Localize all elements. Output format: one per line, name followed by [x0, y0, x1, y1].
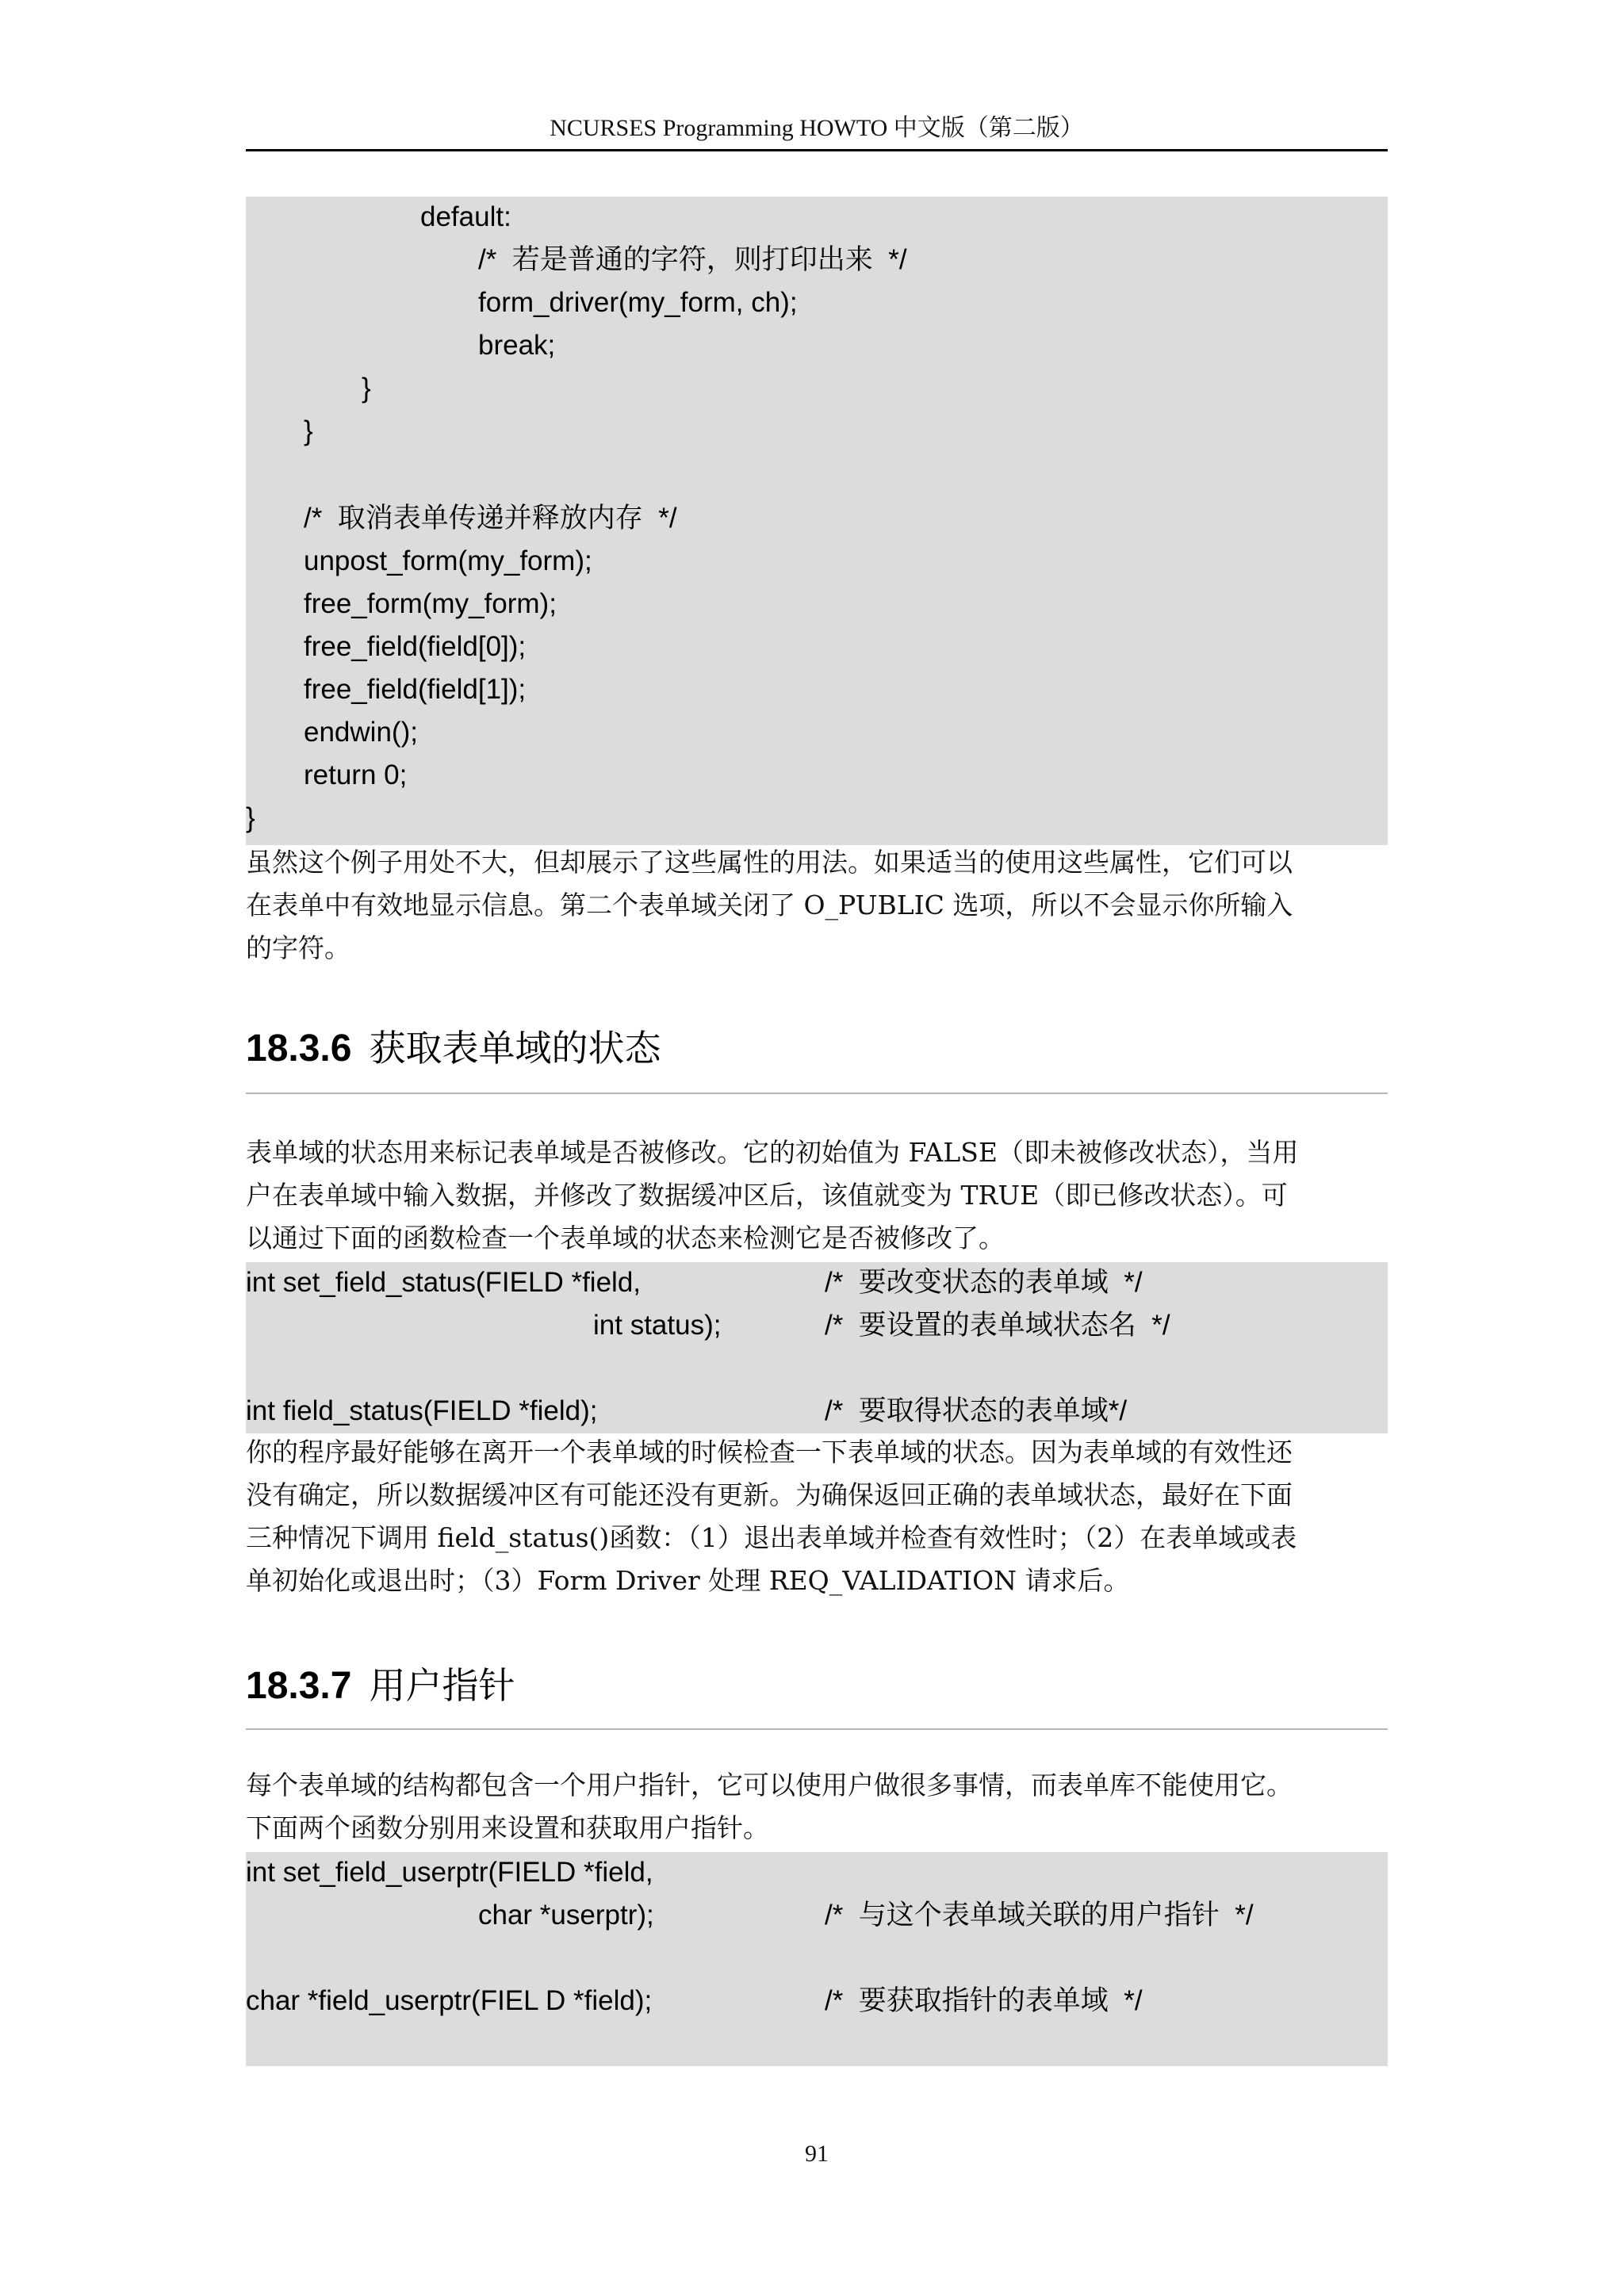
section-rule: [246, 1728, 1388, 1730]
section-number: 18.3.6: [246, 1027, 352, 1070]
paragraph-line: 没有确定，所以数据缓冲区有可能还没有更新。为确保返回正确的表单域状态，最好在下面: [246, 1479, 1293, 1510]
code-line: }: [304, 415, 313, 446]
paragraph-line: 下面两个函数分别用来设置和获取用户指针。: [246, 1812, 769, 1843]
code-line: /* 要设置的表单域状态名 */: [825, 1310, 1170, 1341]
code-line: free_field(field[1]);: [304, 674, 527, 705]
paragraph-line: 表单域的状态用来标记表单域是否被修改。它的初始值为 FALSE（即未被修改状态），当用: [246, 1137, 1299, 1168]
code-line: /* 要取得状态的表单域*/: [825, 1395, 1128, 1426]
code-line: break;: [478, 330, 556, 361]
code-line: /* 与这个表单域关联的用户指针 */: [825, 1900, 1254, 1931]
code-block-1: [246, 197, 1388, 845]
code-line: /* 要改变状态的表单域 */: [825, 1267, 1143, 1298]
page-number: 91: [805, 2141, 829, 2167]
paragraph-line: 每个表单域的结构都包含一个用户指针，它可以使用户做很多事情，而表单库不能使用它。: [246, 1770, 1293, 1800]
paragraph-line: 单初始化或退出时；（3）Form Driver 处理 REQ_VALIDATION 请求后。: [246, 1565, 1130, 1596]
section-title: 用户指针: [369, 1664, 515, 1707]
code-line: /* 要获取指针的表单域 */: [825, 1985, 1143, 2016]
code-line: int status);: [593, 1310, 722, 1341]
code-line: int set_field_userptr(FIELD *field,: [246, 1857, 653, 1888]
code-line: default:: [420, 201, 511, 232]
paragraph-3: [246, 1435, 1388, 1606]
code-line: }: [246, 802, 255, 833]
paragraph-1: [246, 845, 1388, 964]
code-line: /* 若是普通的字符，则打印出来 */: [478, 244, 907, 275]
paragraph-2: [246, 1135, 1388, 1259]
paragraph-line: 虽然这个例子用处不大，但却展示了这些属性的用法。如果适当的使用这些属性，它们可以: [246, 847, 1293, 878]
section-number: 18.3.7: [246, 1665, 352, 1707]
code-line: endwin();: [304, 717, 418, 748]
code-line: int field_status(FIELD *field);: [246, 1395, 598, 1426]
code-line: free_form(my_form);: [304, 588, 557, 619]
paragraph-line: 的字符。: [246, 932, 350, 963]
section-heading-18-3-6: [246, 1023, 1388, 1074]
header-rule: [246, 149, 1388, 151]
paragraph-line: 户在表单域中输入数据，并修改了数据缓冲区后，该值就变为 TRUE（即已修改状态）。可: [246, 1180, 1288, 1211]
code-line: int set_field_status(FIELD *field,: [246, 1267, 642, 1298]
code-line: char *userptr);: [478, 1900, 654, 1931]
code-line: form_driver(my_form, ch);: [478, 287, 798, 318]
section-rule: [246, 1093, 1388, 1094]
running-header: NCURSES Programming HOWTO 中文版（第二版）: [550, 115, 1084, 141]
paragraph-line: 你的程序最好能够在离开一个表单域的时候检查一下表单域的状态。因为表单域的有效性还: [246, 1437, 1293, 1468]
code-block-3: [246, 1852, 1388, 2066]
paragraph-4: [246, 1768, 1388, 1847]
code-line: char *field_userptr(FIEL D *field);: [246, 1985, 653, 2016]
section-title: 获取表单域的状态: [369, 1027, 661, 1070]
code-line: return 0;: [304, 760, 408, 790]
code-block-2: [246, 1262, 1388, 1433]
paragraph-line: 三种情况下调用 field_status()函数：（1）退出表单域并检查有效性时；（2）在表单域或表: [246, 1522, 1297, 1553]
code-line: unpost_form(my_form);: [304, 545, 592, 576]
code-line: free_field(field[0]);: [304, 631, 527, 662]
paragraph-line: 在表单中有效地显示信息。第二个表单域关闭了 O_PUBLIC 选项，所以不会显示你所输入: [246, 890, 1293, 920]
section-heading-18-3-7: [246, 1660, 1388, 1712]
code-line: }: [362, 373, 371, 404]
code-line: /* 取消表单传递并释放内存 */: [304, 503, 677, 534]
paragraph-line: 以通过下面的函数检查一个表单域的状态来检测它是否被修改了。: [246, 1223, 1005, 1253]
